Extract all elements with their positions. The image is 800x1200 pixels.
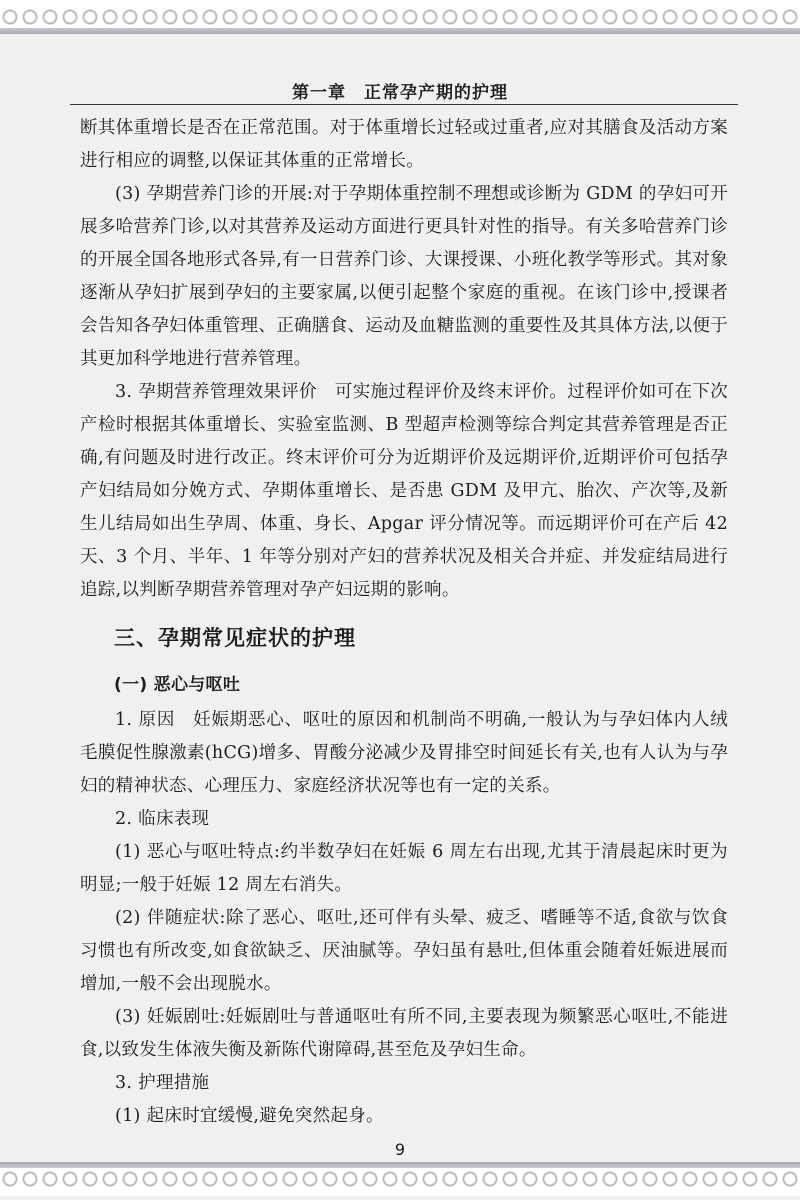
paragraph: (3) 妊娠剧吐:妊娠剧吐与普通呕吐有所不同,主要表现为频繁恶心呕吐,不能进食,以致发生体液失衡及新陈代谢障碍,甚至危及孕妇生命。 [80,1007,728,1060]
decorative-bottom-border [0,1162,800,1196]
paragraph: (2) 伴随症状:除了恶心、呕吐,还可伴有头晕、疲乏、嗜睡等不适,食欲与饮食习惯也有所改变,如食欲缺乏、厌油腻等。孕妇虽有悬吐,但体重会随着妊娠进展而增加,一般不会出现脱水。 [80,908,728,994]
chapter-title: 正常孕产期的护理 [364,83,508,103]
header-rule [70,104,738,105]
paragraph: (1) 起床时宜缓慢,避免突然起身。 [115,1106,384,1126]
decorative-top-border [0,0,800,34]
paragraph: (1) 恶心与呕吐特点:约半数孕妇在妊娠 6 周左右出现,尤其于清晨起床时更为明显;一般于妊娠 12 周左右消失。 [80,842,728,895]
paragraph: 1. 原因 妊娠期恶心、呕吐的原因和机制尚不明确,一般认为与孕妇体内人绒毛膜促性腺激素(hCG)增多、胃酸分泌减少及胃排空时间延长有关,也有人认为与孕妇的精神状态、心理压力、家庭经济状况等也有一定的关系。 [80,710,728,796]
page-body [80,112,728,1133]
paragraph: 3. 护理措施 [115,1073,210,1093]
page-number: 9 [394,1140,406,1159]
running-head [0,78,800,103]
subsection-heading: (一) 恶心与呕吐 [114,675,241,695]
paragraph: 2. 临床表现 [115,809,210,829]
chapter-label: 第一章 [292,83,346,103]
paragraph: 3. 孕期营养管理效果评价 可实施过程评价及终末评价。过程评价如可在下次产检时根据其体重增长、实验室监测、B 型超声检测等综合判定其营养管理是否正确,有问题及时进行改正。终末评价可分为近期评价及远期评价,近期评价可包括孕产妇结局如分娩方式、孕期体重增长、是否患 GDM 及甲亢、胎次、产次等,及新生儿结局如出生孕周、体重、身长、Apgar 评分情况等。而远期评价可在产后 42 天、3 个月、半年、1 年等分别对产妇的营养状况及相关合并症、并发症结局进行追踪,以判断孕期营养管理对孕产妇远期的影响。 [80,382,728,600]
section-heading: 三、孕期常见症状的护理 [114,626,356,650]
paragraph: (3) 孕期营养门诊的开展:对于孕期体重控制不理想或诊断为 GDM 的孕妇可开展多哈营养门诊,以对其营养及运动方面进行更具针对性的指导。有关多哈营养门诊的开展全国各地形式各异,有一日营养门诊、大课授课、小班化教学等形式。其对象逐渐从孕妇扩展到孕妇的主要家属,以便引起整个家庭的重视。在该门诊中,授课者会告知各孕妇体重管理、正确膳食、运动及血糖监测的重要性及其具体方法,以便于其更加科学地进行营养管理。 [80,184,728,369]
paragraph: 断其体重增长是否在正常范围。对于体重增长过轻或过重者,应对其膳食及活动方案进行相应的调整,以保证其体重的正常增长。 [80,118,728,171]
